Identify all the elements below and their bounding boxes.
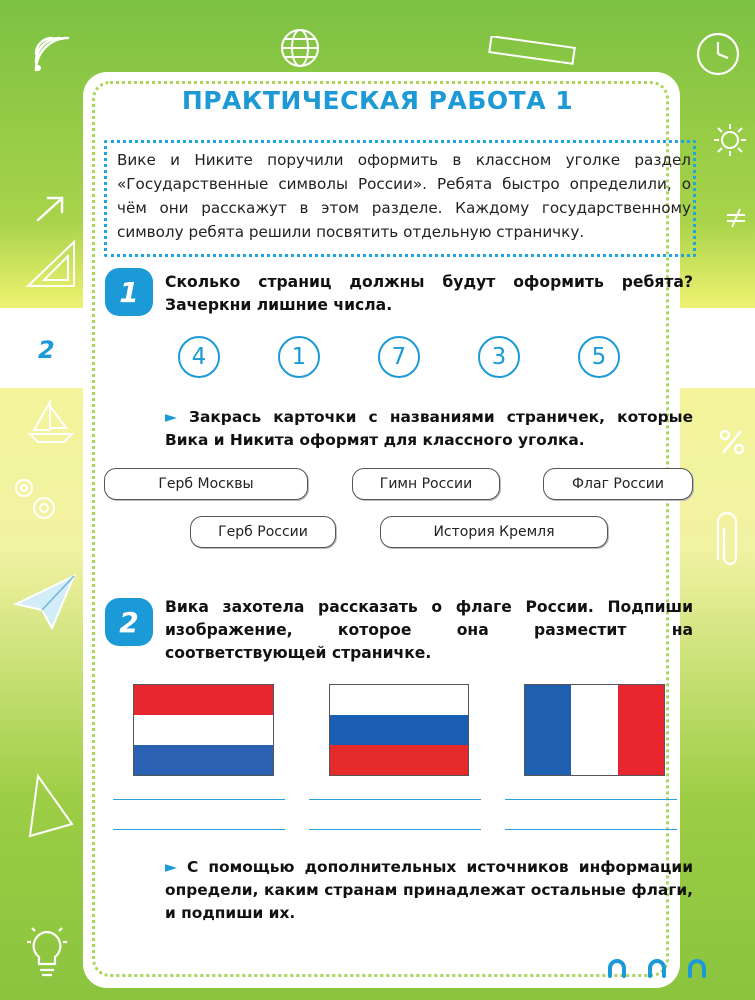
answer-line[interactable]	[113, 799, 285, 800]
intro-text: Вике и Никите поручили оформить в классном уголке раздел «Государственные символы России». Ребята быстро определили, о чём они расскажут в этом разделе. Каждому государственному символу ребята решили посвятить отдельную страничку.	[117, 151, 691, 241]
wifi-icon	[28, 30, 76, 78]
task-1-text: Сколько страниц должны будут оформить ребята? Зачеркни лишние числа.	[165, 273, 693, 314]
flag-stripe	[571, 685, 617, 775]
card-istoriya-kremlya[interactable]: История Кремля	[380, 516, 608, 548]
sun-icon	[712, 122, 748, 158]
triangle-ruler-icon	[22, 236, 82, 292]
flag-stripe	[134, 715, 273, 745]
paperclip-icon	[714, 508, 744, 574]
flag-stripe	[618, 685, 664, 775]
task-1-number: 1	[105, 268, 153, 316]
task-1-subtask	[165, 406, 693, 452]
arrow-icon	[32, 190, 72, 226]
subtask-arrow-icon: ►	[165, 858, 177, 876]
flag-stripe	[330, 685, 468, 715]
card-gimn-rossii[interactable]: Гимн России	[352, 468, 500, 500]
task-2-number: 2	[105, 598, 153, 646]
flag-stripe	[134, 685, 273, 715]
flag-stripe	[330, 745, 468, 775]
answer-line[interactable]	[505, 829, 677, 830]
lightbulb-icon	[24, 924, 70, 980]
not-equal-icon	[724, 206, 748, 230]
clock-icon	[690, 24, 746, 80]
sailboat-icon	[26, 398, 76, 446]
number-option-4[interactable]: 4	[178, 336, 220, 378]
ruler-icon	[488, 36, 578, 66]
paper-plane-icon	[12, 572, 78, 632]
percent-icon	[716, 426, 748, 458]
page-title: ПРАКТИЧЕСКАЯ РАБОТА 1	[181, 86, 574, 115]
triangle-icon	[22, 770, 78, 842]
answer-line[interactable]	[113, 829, 285, 830]
flag-stripe	[525, 685, 571, 775]
flag-stripe	[134, 745, 273, 775]
card-flag-rossii[interactable]: Флаг России	[543, 468, 693, 500]
card-gerb-moskvy[interactable]: Герб Москвы	[104, 468, 308, 500]
number-option-1[interactable]: 1	[278, 336, 320, 378]
page-number: 2	[38, 336, 55, 364]
task-2-subtask	[165, 856, 693, 925]
number-option-7[interactable]: 7	[378, 336, 420, 378]
answer-line[interactable]	[309, 799, 481, 800]
flag-stripe	[330, 715, 468, 745]
number-option-5[interactable]: 5	[578, 336, 620, 378]
arches-decoration	[606, 956, 726, 978]
task-2-subtask-text: С помощью дополнительных источников информации определи, каким странам принадлежат остальные флаги, и подпиши их.	[165, 858, 693, 922]
answer-line[interactable]	[505, 799, 677, 800]
flag-russia	[329, 684, 469, 776]
card-gerb-rossii[interactable]: Герб России	[190, 516, 336, 548]
number-option-3[interactable]: 3	[478, 336, 520, 378]
globe-icon	[278, 26, 322, 70]
task-2-text: Вика захотела рассказать о флаге России. Подпиши изображение, которое она разместит на соответствующей страничке.	[165, 598, 693, 662]
flag-horizontal-red-white-blue	[133, 684, 274, 776]
answer-line[interactable]	[309, 829, 481, 830]
subtask-arrow-icon: ►	[165, 408, 177, 426]
task-1-subtask-text: Закрась карточки с названиями страничек, которые Вика и Никита оформят для классного уголка.	[165, 408, 694, 449]
gears-icon	[8, 470, 64, 526]
flag-vertical-blue-white-red	[524, 684, 665, 776]
